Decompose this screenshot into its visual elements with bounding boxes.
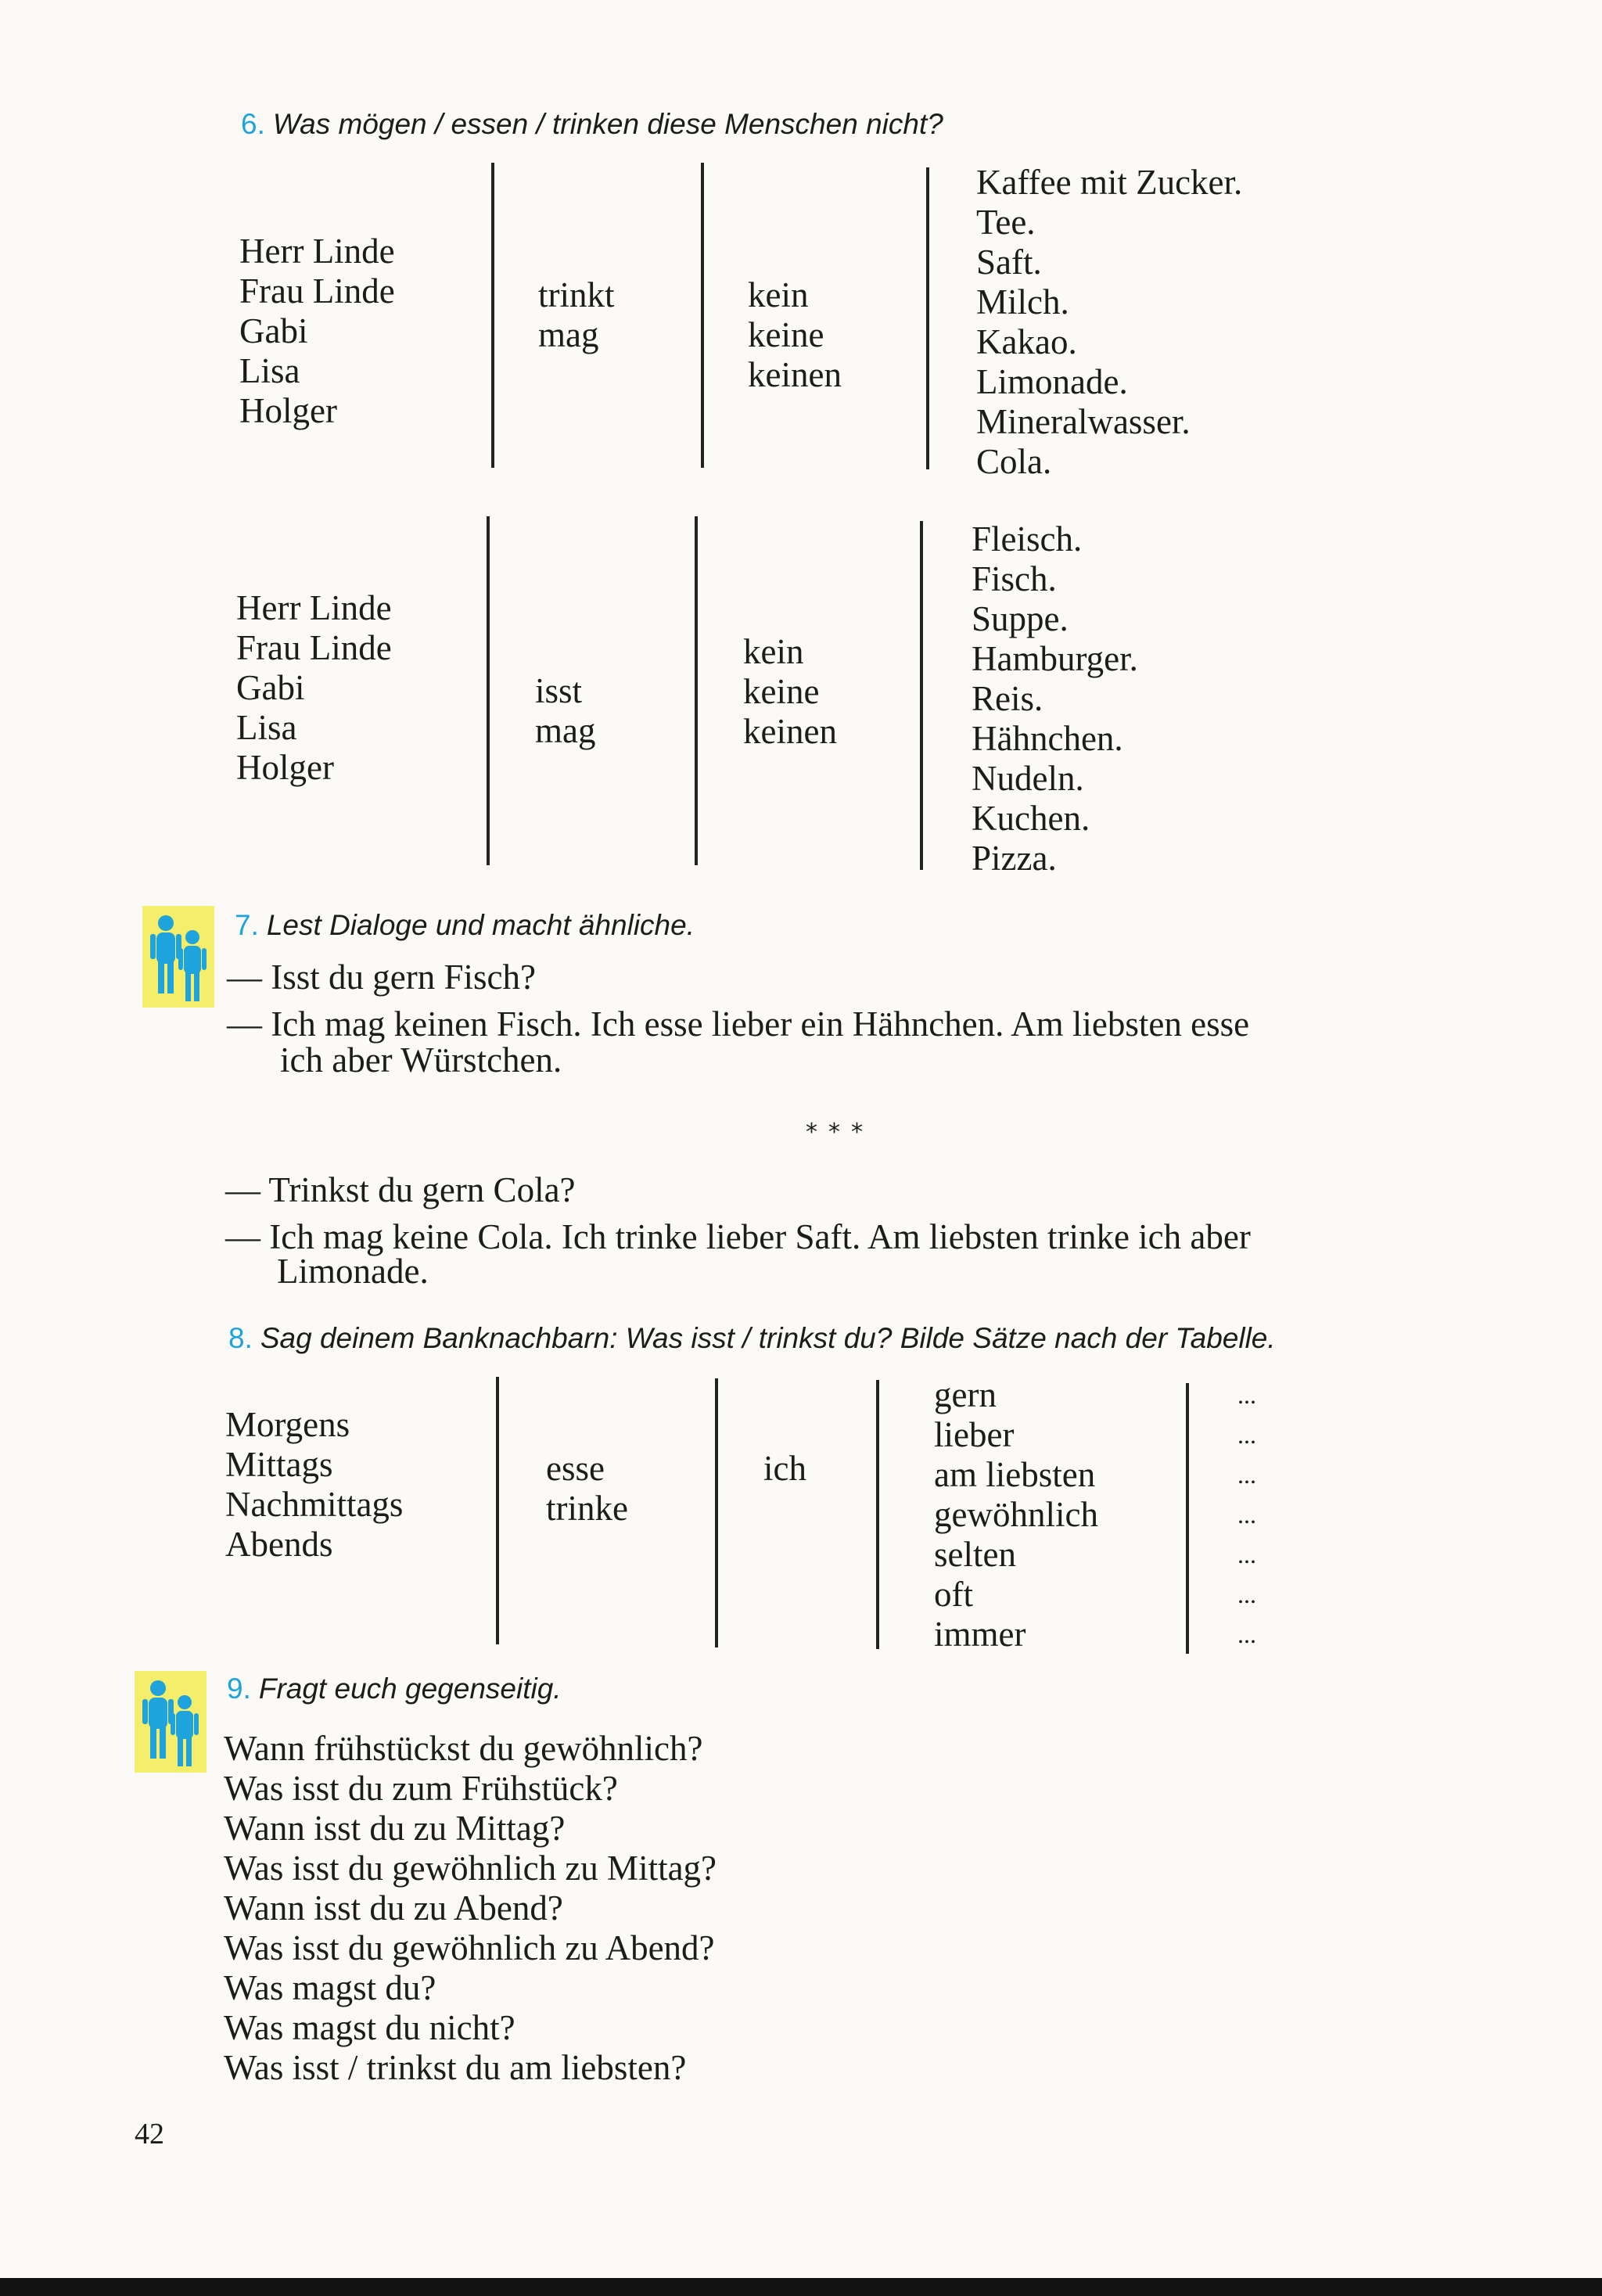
exercise-6-number: 6. [241,108,265,140]
table2-subjects [236,588,392,788]
table1-subject: Holger [239,391,337,430]
table1-articles [748,275,842,395]
table2-divider [920,521,923,870]
table1-objects [976,163,1242,482]
table1-object: Saft. [976,243,1042,282]
question-item: Was magst du nicht? [224,2008,515,2047]
question-item: Was isst du zum Frühstück? [224,1769,618,1808]
table1-object: Tee. [976,203,1036,242]
question-item: Wann frühstückst du gewöhnlich? [224,1729,703,1768]
table1-divider [926,167,929,469]
table2-object: Kuchen. [972,799,1090,838]
table3-time: Morgens [225,1405,350,1444]
table3-divider [496,1377,499,1644]
exercise-9-questions [224,1729,717,2088]
table1-object: Limonade. [976,362,1128,401]
table2-object: Fisch. [972,559,1057,598]
dialog2-line: Limonade. [277,1252,429,1291]
table1-subject: Herr Linde [239,232,395,271]
dialog2-line: — Trinkst du gern Cola? [225,1170,576,1209]
table3-times [225,1405,403,1565]
table2-object: Pizza. [972,839,1057,878]
table3-divider [1186,1383,1189,1654]
table3-adverb: immer [934,1615,1026,1654]
exercise-7-heading [235,909,695,942]
table2-divider [487,516,490,865]
table3-time: Mittags [225,1445,333,1484]
table3-verb: trinke [546,1489,628,1528]
exercise-8-title: Sag deinem Banknachbarn: Was isst / trinkst du? Bilde Sätze nach der Tabelle. [260,1322,1276,1354]
dialog1-line: ich aber Würstchen. [280,1040,562,1080]
table3-ellipsis: ... [1237,1500,1256,1529]
dialog2-line: — Ich mag keine Cola. Ich trinke lieber Saft. Am liebsten trinke ich aber [225,1217,1251,1256]
exercise-9-number: 9. [227,1673,251,1705]
table1-subject: Gabi [239,311,308,350]
table3-ellipsis: ... [1237,1461,1256,1489]
two-people-icon [135,1671,207,1773]
exercise-7-number: 7. [235,909,259,941]
exercise-9-title: Fragt euch gegenseitig. [258,1673,562,1705]
page-number: 42 [135,2118,164,2150]
question-item: Wann isst du zu Mittag? [224,1809,566,1848]
two-people-icon [142,906,214,1008]
table1-divider [701,163,704,468]
table1-verbs [538,275,615,355]
question-item: Was isst du gewöhnlich zu Abend? [224,1928,715,1967]
table3-time: Abends [225,1525,333,1564]
table2-articles [743,632,837,752]
table1-verb: mag [538,315,599,354]
exercise-9-heading [227,1673,562,1705]
table2-subject: Herr Linde [236,588,392,627]
table3-ellipsis: ... [1237,1620,1256,1648]
table3-adverbs [934,1375,1098,1655]
table3-adverb: am liebsten [934,1455,1096,1494]
table1-article: keinen [748,355,842,394]
table2-article: kein [743,632,804,671]
table3-divider [715,1378,718,1647]
question-item: Was isst / trinkst du am liebsten? [224,2048,687,2087]
table2-divider [695,516,698,865]
table3-time: Nachmittags [225,1485,404,1524]
table1-verb: trinkt [538,275,615,314]
dialog1-line: — Isst du gern Fisch? [227,958,536,997]
table2-verbs [535,671,595,751]
dialog-separator: *** [806,1119,874,1146]
table3-ellipsis: ... [1237,1421,1256,1449]
table2-verb: mag [535,711,596,750]
dialog1-line: — Ich mag keinen Fisch. Ich esse lieber ein Hähnchen. Am liebsten esse [227,1004,1250,1044]
table2-object: Reis. [972,679,1043,718]
table2-subject: Holger [236,748,334,787]
table3-divider [876,1380,879,1649]
question-item: Was magst du? [224,1968,436,2007]
table2-object: Fleisch. [972,519,1083,559]
table2-verb: isst [535,671,583,710]
table3-ellipses [1237,1375,1256,1655]
exercise-8-heading [228,1322,1276,1355]
table2-objects [972,519,1138,879]
table1-object: Cola. [976,442,1052,481]
exercise-6-heading [241,108,943,141]
table2-object: Suppe. [972,599,1069,638]
table1-object: Kaffee mit Zucker. [976,163,1243,202]
table3-adverb: gern [934,1375,997,1414]
exercise-7-title: Lest Dialoge und macht ähnliche. [266,909,695,941]
page-edge-shadow [0,2278,1602,2296]
table2-article: keinen [743,712,837,751]
table3-verbs [546,1449,628,1529]
table3-ellipsis: ... [1237,1381,1256,1409]
table1-subject: Frau Linde [239,271,395,311]
exercise-6-title: Was mögen / essen / trinken diese Menschen nicht? [272,108,943,140]
table2-subject: Gabi [236,668,305,707]
table3-ellipsis: ... [1237,1580,1256,1608]
table1-divider [491,163,494,468]
table1-object: Kakao. [976,322,1077,361]
table1-article: keine [748,315,824,354]
table3-adverb: selten [934,1535,1016,1574]
table1-article: kein [748,275,809,314]
table2-subject: Frau Linde [236,628,392,667]
table1-subjects [239,232,395,431]
table3-ellipsis: ... [1237,1540,1256,1568]
question-item: Was isst du gewöhnlich zu Mittag? [224,1849,717,1888]
table3-verb: esse [546,1449,605,1488]
table3-adverb: lieber [934,1415,1015,1454]
table1-object: Milch. [976,282,1069,322]
exercise-8-number: 8. [228,1322,253,1354]
table1-object: Mineralwasser. [976,402,1191,441]
question-item: Wann isst du zu Abend? [224,1888,563,1928]
table2-object: Hähnchen. [972,719,1123,758]
table3-adverb: gewöhnlich [934,1495,1098,1534]
table2-article: keine [743,672,820,711]
table2-subject: Lisa [236,708,297,747]
table2-object: Nudeln. [972,759,1084,798]
table3-pronoun: ich [763,1449,806,1488]
table1-subject: Lisa [239,351,300,390]
table2-object: Hamburger. [972,639,1138,678]
table3-adverb: oft [934,1575,973,1614]
